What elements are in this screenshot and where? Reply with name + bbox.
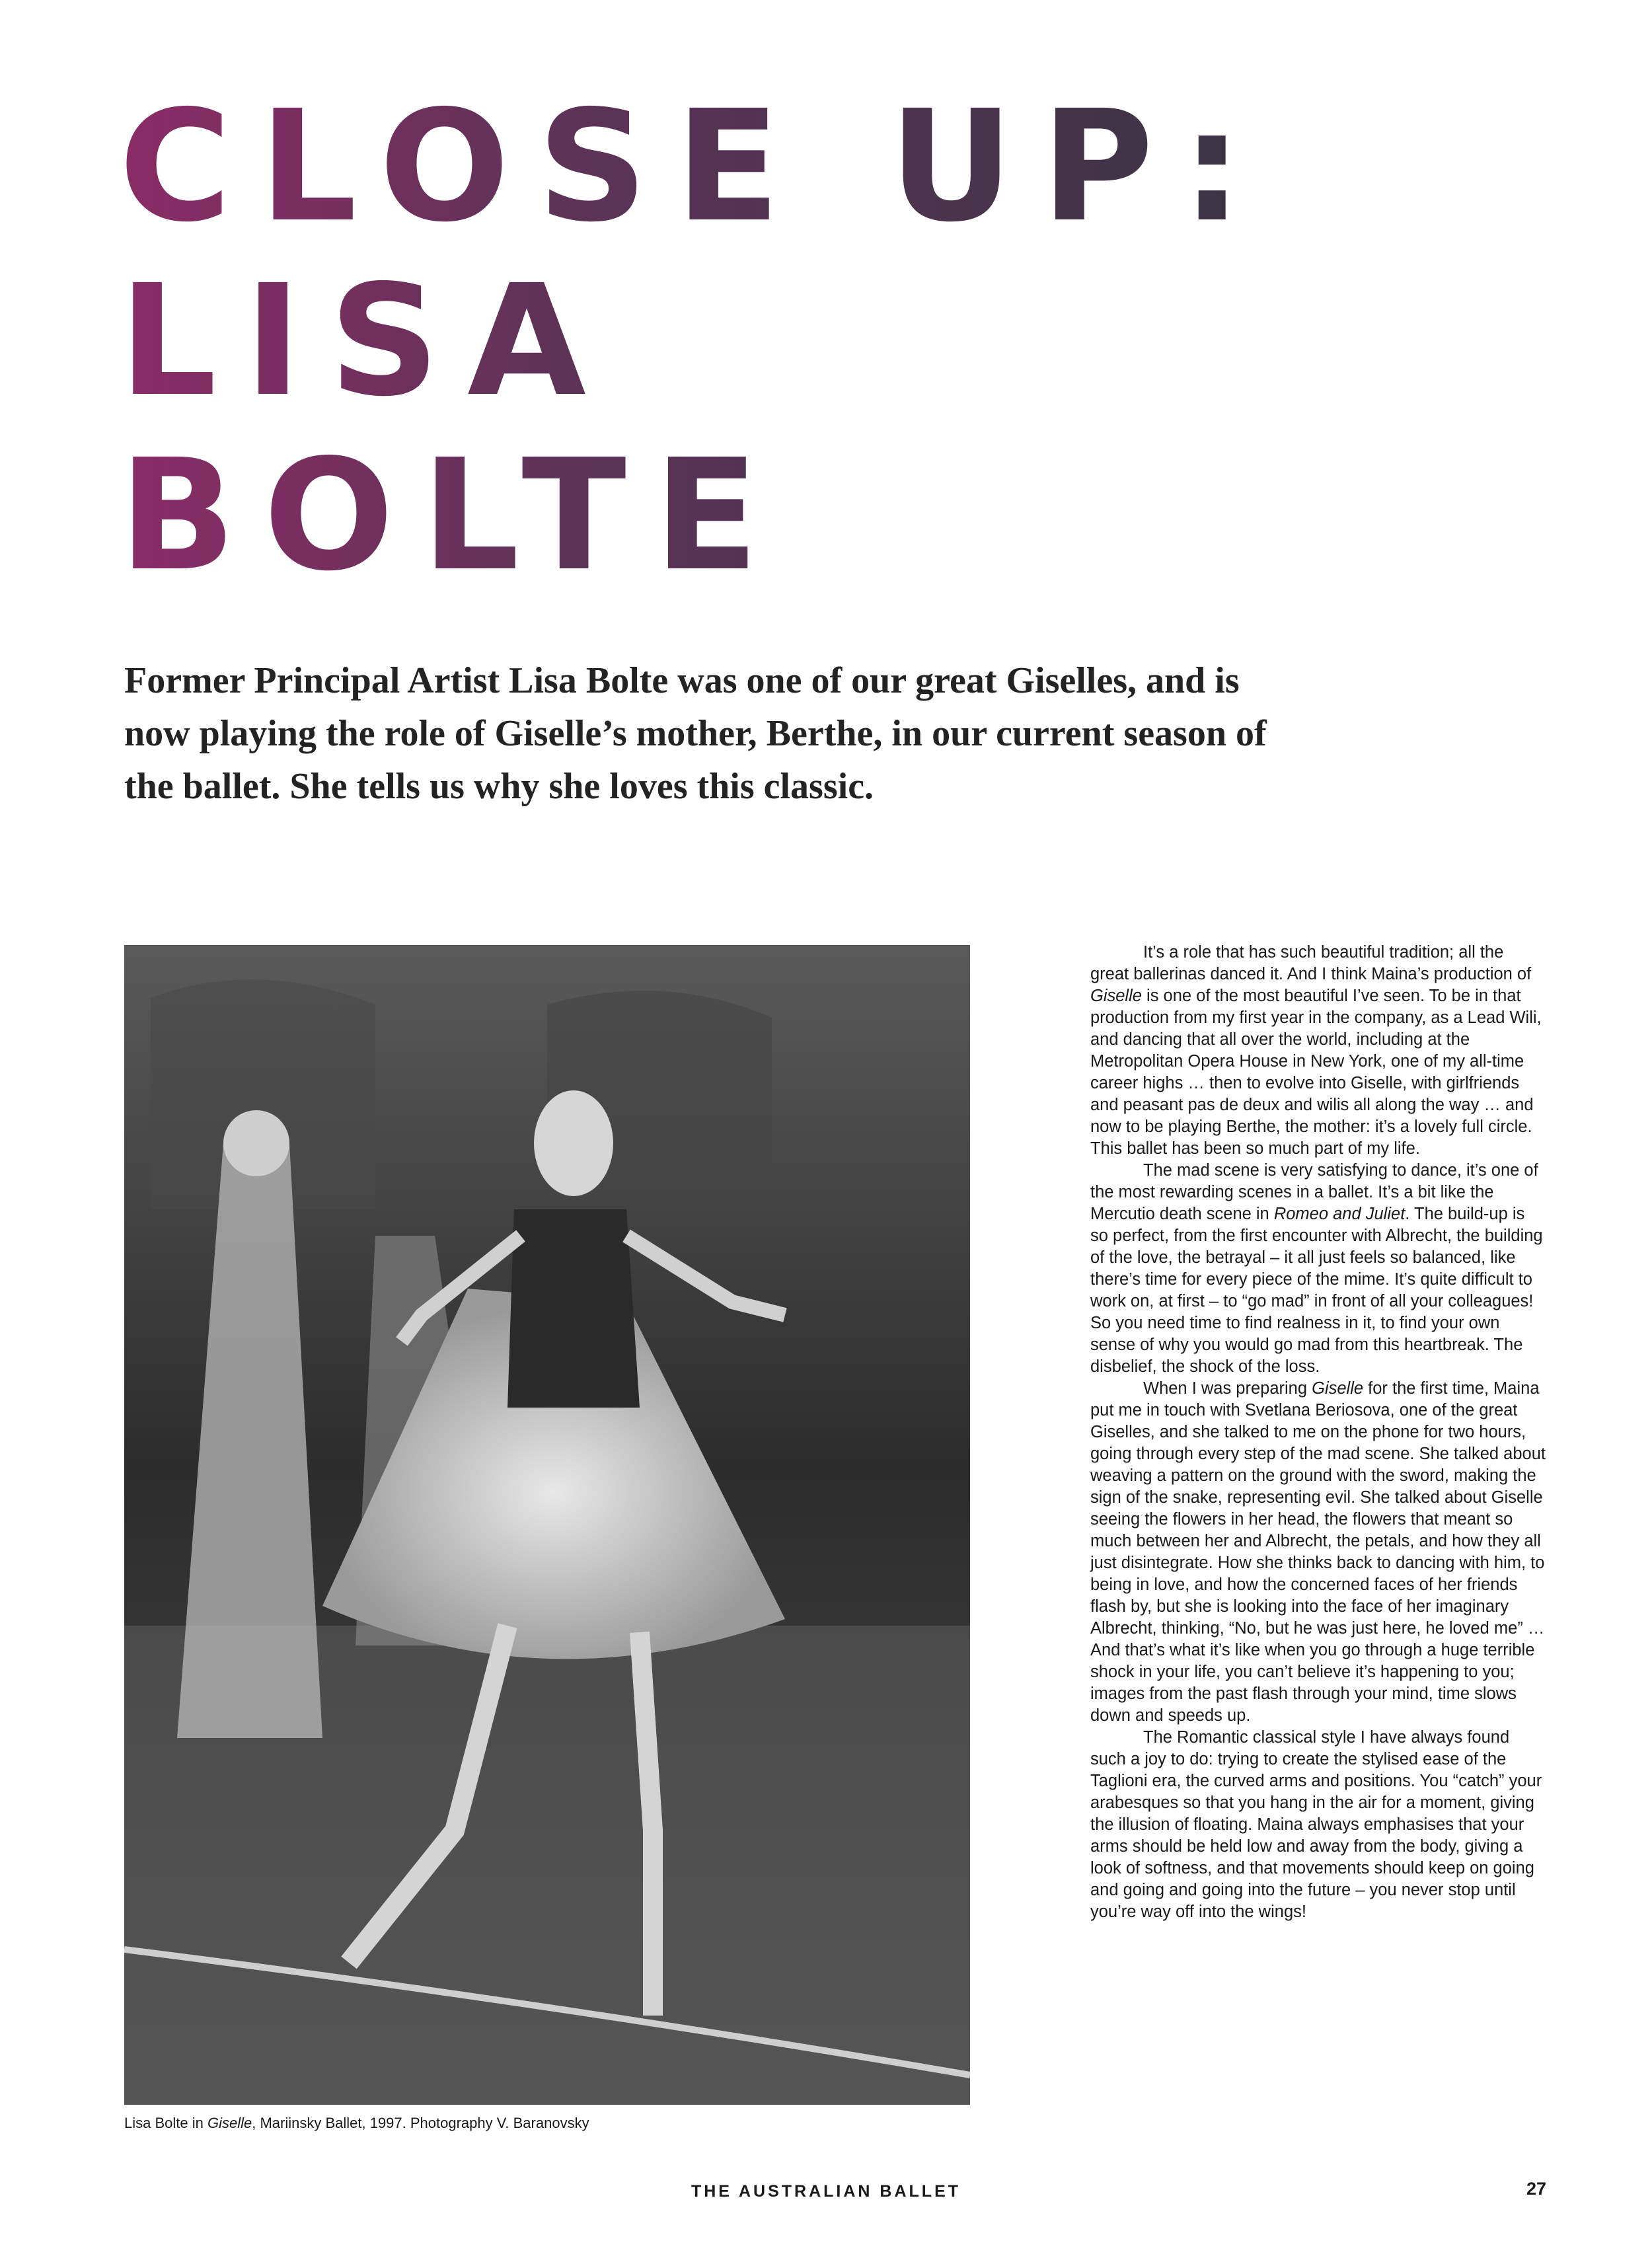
footer-publication: THE AUSTRALIAN BALLET [691,2182,961,2201]
photo-illustration [124,945,970,2105]
page-number: 27 [1526,2179,1547,2199]
article-body [1090,942,1546,1923]
article-title [119,79,1271,603]
title-line-1: CLOSE UP: [119,77,1271,256]
body-paragraph-3: When I was preparing Giselle for the first time, Maina put me in touch with Svetlana Beriosova, one of the great Giselles, and she talked to me on the phone for two hours, going through every step of the mad scene. She talked about weaving a pattern on the ground with the sword, making the sign of the snake, representing evil. She talked about Giselle seeing the flowers in her head, the flowers that meant so much between her and Albrecht, the petals, and how they all just disintegrate. How she thinks back to dancing with him, to being in love, and how the concerned faces of her friends flash by, but she is looking into the face of her imaginary Albrecht, thinking, “No, but he was just here, he loved me” … And that’s what it’s like when you go through a huge terrible shock in your life, you can’t believe it’s happening to you; images from the past flash through your mind, time slows down and speeds up. [1090,1379,1546,1725]
ballet-photo-image [124,945,970,2105]
title-line-2: LISA [119,252,614,430]
background-dancer-head [223,1110,289,1176]
giselle-bodice [507,1209,640,1408]
title-line-3: BOLTE [119,426,787,605]
body-paragraph-4: The Romantic classical style I have always found such a joy to do: trying to create the stylised ease of the Taglioni era, the curved arms and positions. You “catch” your arabesques so that you hang in the air for a moment, giving the illusion of floating. Maina always emphasises that your arms should be held low and away from the body, giving a look of softness, and that movements should keep on going and going and going into the future – you never stop until you’re way off into the wings! [1090,1728,1542,1921]
body-paragraph-2: The mad scene is very satisfying to dance, it’s one of the most rewarding scenes in a ballet. It’s a bit like the Mercutio death scene in Romeo and Juliet. The build-up is so perfect, from the first encounter with Albrecht, the building of the love, the betrayal – it all just feels so balanced, like there’s time for every piece of the mime. It’s quite difficult to work on, at first – to “go mad” in front of all your colleagues! So you need time to find realness in it, to find your own sense of why you would go mad from this heartbreak. The disbelief, the shock of the loss. [1090,1161,1543,1376]
photo-caption: Lisa Bolte in Giselle, Mariinsky Ballet, 1997. Photography V. Baranovsky [124,2115,589,2131]
giselle-face [534,1090,613,1196]
body-paragraph-1: It’s a role that has such beautiful tradition; all the great ballerinas danced it. And I think Maina’s production of Giselle is one of the most beautiful I’ve seen. To be in that production from my first year in the company, as a Lead Wili, and dancing that all over the world, including at the Metropolitan Opera House in New York, one of my all-time career highs … then to evolve into Giselle, with girlfriends and peasant pas de deux and wilis all along the way … and now to be playing Berthe, the mother: it’s a lovely full circle. This ballet has been so much part of my life. [1090,943,1542,1158]
caption-work-title: Giselle [207,2115,252,2131]
standfirst: Former Principal Artist Lisa Bolte was one of our great Giselles, and is now playing the role of Giselle’s mother, Berthe, in our current season of the ballet. She tells us why she loves this classic. [124,660,1267,807]
